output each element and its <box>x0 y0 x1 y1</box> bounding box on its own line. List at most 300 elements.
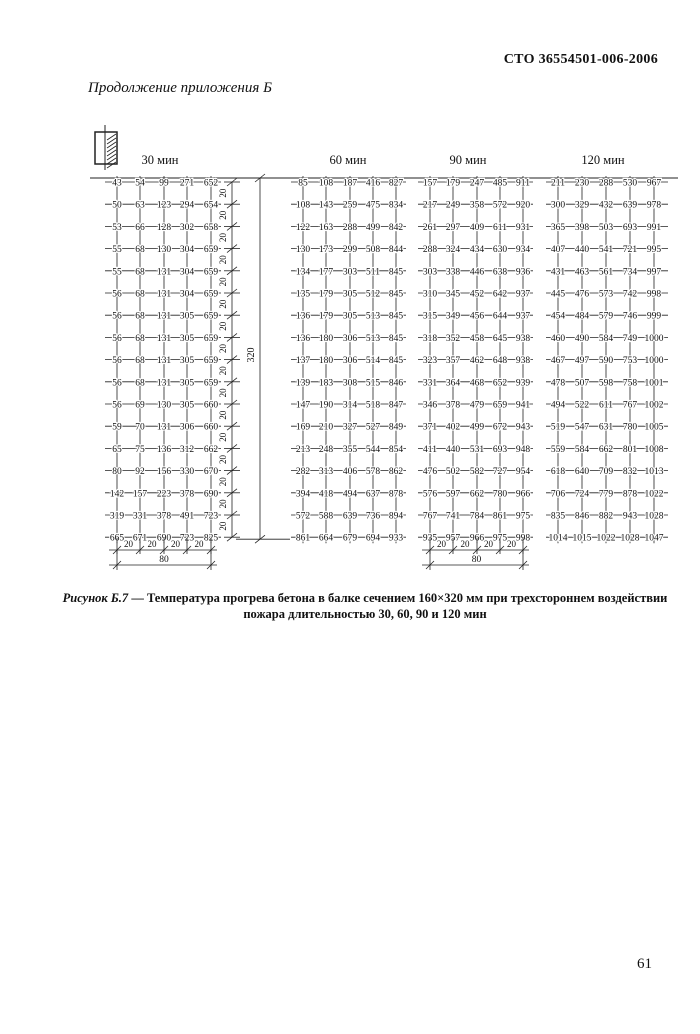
temperature-value: 137 <box>295 356 311 367</box>
row-spacing-label: 20 <box>218 255 228 265</box>
temperature-value: 894 <box>388 511 404 522</box>
temperature-value: 305 <box>179 333 195 344</box>
temperature-value: 163 <box>318 222 334 233</box>
temperature-value: 478 <box>550 378 566 389</box>
temperature-value: 662 <box>598 444 614 455</box>
temperature-value: 767 <box>622 400 638 411</box>
temperature-value: 584 <box>598 333 614 344</box>
temperature-value: 999 <box>646 311 662 322</box>
temperature-value: 530 <box>622 178 638 189</box>
temperature-value: 834 <box>388 200 404 211</box>
temperature-value: 499 <box>469 422 485 433</box>
temperature-value: 662 <box>469 489 485 500</box>
temperature-value: 579 <box>598 311 614 322</box>
temperature-value: 56 <box>112 356 122 367</box>
temperature-value: 734 <box>622 267 638 278</box>
temperature-value: 576 <box>422 489 438 500</box>
temperature-value: 56 <box>112 289 122 300</box>
temperature-value: 56 <box>112 311 122 322</box>
temperature-value: 572 <box>295 511 311 522</box>
temperature-value: 746 <box>622 311 638 322</box>
temperature-value: 648 <box>492 356 508 367</box>
temperature-value: 136 <box>295 311 311 322</box>
temperature-value: 324 <box>445 245 461 256</box>
temperature-value: 259 <box>342 200 358 211</box>
temperature-value: 659 <box>203 267 219 278</box>
temperature-value: 131 <box>156 333 172 344</box>
temperature-value: 327 <box>342 422 358 433</box>
temperature-value: 975 <box>492 533 508 544</box>
temperature-value: 306 <box>179 422 195 433</box>
temperature-value: 997 <box>646 267 662 278</box>
temperature-value: 693 <box>492 444 508 455</box>
temperature-value: 456 <box>469 311 485 322</box>
column-spacing-label: 20 <box>171 539 180 549</box>
temperature-value: 338 <box>445 267 461 278</box>
temperature-value: 217 <box>422 200 438 211</box>
temperature-value: 597 <box>445 489 461 500</box>
temperature-value: 128 <box>156 222 172 233</box>
figure-caption <box>60 590 670 622</box>
temperature-value: 660 <box>203 422 219 433</box>
temperature-value: 767 <box>422 511 438 522</box>
temperature-value: 169 <box>295 422 311 433</box>
temperature-value: 305 <box>179 400 195 411</box>
temperature-value: 844 <box>388 245 404 256</box>
temperature-value: 644 <box>492 311 508 322</box>
temperature-value: 306 <box>342 356 358 367</box>
temperature-value: 180 <box>318 333 334 344</box>
temperature-value: 1028 <box>620 533 640 544</box>
column-spacing-label: 20 <box>484 539 493 549</box>
temperature-value: 460 <box>550 333 566 344</box>
temperature-value: 463 <box>574 267 590 278</box>
temperature-value: 484 <box>574 311 590 322</box>
temperature-value: 147 <box>295 400 311 411</box>
temperature-value: 314 <box>342 400 358 411</box>
temperature-value: 297 <box>445 222 461 233</box>
temperature-value: 652 <box>492 378 508 389</box>
temperature-value: 282 <box>295 467 311 478</box>
temperature-value: 68 <box>135 333 145 344</box>
temperature-value: 305 <box>179 311 195 322</box>
temperature-value: 645 <box>492 333 508 344</box>
temperature-value: 315 <box>422 311 438 322</box>
temperature-value: 937 <box>515 289 531 300</box>
temperature-value: 475 <box>365 200 381 211</box>
temperature-value: 882 <box>598 511 614 522</box>
temperature-value: 664 <box>318 533 334 544</box>
temperature-value: 134 <box>295 267 311 278</box>
temperature-value: 294 <box>179 200 195 211</box>
temperature-value: 80 <box>112 467 122 478</box>
temperature-value: 355 <box>342 444 358 455</box>
temperature-value: 847 <box>388 400 404 411</box>
temperature-value: 65 <box>112 444 122 455</box>
temperature-value: 499 <box>365 222 381 233</box>
temperature-value: 68 <box>135 245 145 256</box>
temperature-value: 706 <box>550 489 566 500</box>
temperature-value: 304 <box>179 267 195 278</box>
temperature-value: 561 <box>598 267 614 278</box>
row-spacing-label: 20 <box>218 188 228 198</box>
temperature-value: 975 <box>515 511 531 522</box>
temperature-value: 305 <box>179 356 195 367</box>
temperature-value: 780 <box>622 422 638 433</box>
temperature-value: 300 <box>550 200 566 211</box>
temperature-value: 584 <box>574 444 590 455</box>
column-spacing-label: 20 <box>194 539 204 549</box>
temperature-value: 637 <box>365 489 381 500</box>
temperature-value: 223 <box>156 489 172 500</box>
temperature-value: 398 <box>574 222 590 233</box>
temperature-value: 582 <box>469 467 485 478</box>
temperature-value: 331 <box>422 378 438 389</box>
temperature-value: 157 <box>422 178 438 189</box>
temperature-value: 652 <box>203 178 219 189</box>
temperature-value: 497 <box>574 356 590 367</box>
row-spacing-label: 20 <box>218 477 228 487</box>
duration-label-1: 60 мин <box>329 153 367 167</box>
temperature-value: 658 <box>203 222 219 233</box>
temperature-value: 68 <box>135 378 145 389</box>
temperature-value: 249 <box>445 200 461 211</box>
temperature-value: 966 <box>469 533 485 544</box>
column-spacing-label: 20 <box>147 539 157 549</box>
temperature-value: 933 <box>388 533 404 544</box>
temperature-value: 432 <box>598 200 614 211</box>
temperature-value: 173 <box>318 245 334 256</box>
temperature-value: 654 <box>203 200 219 211</box>
temperature-value: 305 <box>342 289 358 300</box>
temperature-value: 411 <box>423 444 437 455</box>
temperature-value: 179 <box>318 289 334 300</box>
temperature-value: 846 <box>388 378 404 389</box>
temperature-value: 323 <box>422 356 438 367</box>
temperature-value: 490 <box>574 333 590 344</box>
temperature-value: 511 <box>366 267 380 278</box>
temperature-value: 70 <box>135 422 145 433</box>
temperature-value: 531 <box>469 444 485 455</box>
temperature-value: 721 <box>622 245 638 256</box>
temperature-value: 330 <box>179 467 195 478</box>
temperature-value: 371 <box>422 422 438 433</box>
temperature-value: 187 <box>342 178 358 189</box>
temperature-value: 302 <box>179 222 195 233</box>
temperature-value: 345 <box>445 289 461 300</box>
temperature-value: 741 <box>445 511 461 522</box>
temperature-value: 631 <box>598 422 614 433</box>
temperature-value: 742 <box>622 289 638 300</box>
temperature-value: 479 <box>469 400 485 411</box>
temperature-value: 998 <box>515 533 531 544</box>
temperature-value: 642 <box>492 289 508 300</box>
row-spacing-label: 20 <box>218 366 228 376</box>
temperature-value: 43 <box>112 178 122 189</box>
temperature-value: 513 <box>365 311 381 322</box>
temperature-value: 527 <box>365 422 381 433</box>
temperature-value: 513 <box>365 333 381 344</box>
temperature-value: 462 <box>469 356 485 367</box>
temperature-value: 671 <box>132 533 148 544</box>
temperature-value: 66 <box>135 222 145 233</box>
temperature-value: 418 <box>318 489 334 500</box>
temperature-value: 331 <box>132 511 148 522</box>
temperature-value: 56 <box>112 400 122 411</box>
temperature-value: 468 <box>469 378 485 389</box>
temperature-value: 271 <box>179 178 195 189</box>
temperature-value: 659 <box>203 378 219 389</box>
temperature-value: 995 <box>646 245 662 256</box>
temperature-value: 845 <box>388 267 404 278</box>
row-spacing-label: 20 <box>218 321 228 331</box>
temperature-value: 749 <box>622 333 638 344</box>
temperature-value: 364 <box>445 378 461 389</box>
row-spacing-label: 20 <box>218 410 228 420</box>
temperature-value: 446 <box>469 267 485 278</box>
temperature-value: 308 <box>342 378 358 389</box>
temperature-value: 346 <box>422 400 438 411</box>
row-spacing-label: 20 <box>218 432 228 442</box>
temperature-value: 143 <box>318 200 334 211</box>
temperature-value: 68 <box>135 356 145 367</box>
temperature-value: 303 <box>342 267 358 278</box>
column-spacing-label: 20 <box>460 539 470 549</box>
temperature-value: 136 <box>295 333 311 344</box>
temperature-value: 515 <box>365 378 381 389</box>
temperature-value: 288 <box>342 222 358 233</box>
temperature-value: 69 <box>135 400 145 411</box>
temperature-value: 213 <box>295 444 311 455</box>
temperature-value: 494 <box>342 489 358 500</box>
duration-label-2: 90 мин <box>449 153 487 167</box>
row-spacing-label: 20 <box>218 299 228 309</box>
temperature-value: 139 <box>295 378 311 389</box>
temperature-value: 68 <box>135 289 145 300</box>
temperature-value: 329 <box>574 200 590 211</box>
temperature-value: 541 <box>598 245 614 256</box>
temperature-value: 1022 <box>644 489 664 500</box>
temperature-value: 845 <box>388 333 404 344</box>
temperature-value: 522 <box>574 400 590 411</box>
temperature-value: 476 <box>422 467 438 478</box>
temperature-value: 306 <box>342 333 358 344</box>
temperature-value: 779 <box>598 489 614 500</box>
temperature-value: 1013 <box>644 467 664 478</box>
temperature-value: 440 <box>574 245 590 256</box>
temperature-value: 416 <box>365 178 381 189</box>
temperature-value: 578 <box>365 467 381 478</box>
temperature-value: 312 <box>179 444 195 455</box>
temperature-value: 68 <box>135 311 145 322</box>
temperature-value: 352 <box>445 333 461 344</box>
temperature-value: 862 <box>388 467 404 478</box>
row-spacing-label: 20 <box>218 499 228 509</box>
temperature-value: 854 <box>388 444 404 455</box>
temperature-value: 1002 <box>644 400 664 411</box>
temperature-value: 572 <box>492 200 508 211</box>
temperature-value: 157 <box>132 489 148 500</box>
temperature-value: 349 <box>445 311 461 322</box>
temperature-value: 248 <box>318 444 334 455</box>
temperature-value: 512 <box>365 289 381 300</box>
temperature-value: 1000 <box>644 356 664 367</box>
temperature-value: 780 <box>492 489 508 500</box>
temperature-value: 842 <box>388 222 404 233</box>
temperature-value: 611 <box>493 222 507 233</box>
temperature-value: 638 <box>492 267 508 278</box>
temperature-value: 54 <box>135 178 145 189</box>
temperature-value: 210 <box>318 422 334 433</box>
temperature-value: 310 <box>422 289 438 300</box>
temperature-value: 85 <box>298 178 308 189</box>
temperature-value: 1047 <box>644 533 664 544</box>
column-spacing-label: 20 <box>437 539 446 549</box>
temperature-value: 508 <box>365 245 381 256</box>
temperature-value: 966 <box>515 489 531 500</box>
temperature-value: 967 <box>646 178 662 189</box>
temperature-value: 156 <box>156 467 172 478</box>
row-spacing-label: 20 <box>218 388 228 398</box>
row-spacing-label: 20 <box>218 277 228 287</box>
temperature-value: 690 <box>203 489 219 500</box>
temperature-value: 318 <box>422 333 438 344</box>
column-spacing-label: 20 <box>124 539 133 549</box>
temperature-value: 503 <box>598 222 614 233</box>
temperature-value: 943 <box>515 422 531 433</box>
temperature-value: 59 <box>112 422 122 433</box>
temperature-value: 835 <box>550 511 566 522</box>
temperature-value: 319 <box>109 511 125 522</box>
temperature-value: 378 <box>179 489 195 500</box>
temperature-value: 1028 <box>644 511 664 522</box>
temperature-value: 640 <box>574 467 590 478</box>
temperature-value: 303 <box>422 267 438 278</box>
temperature-value: 1001 <box>644 378 664 389</box>
temperature-value: 861 <box>295 533 311 544</box>
row-spacing-label: 20 <box>218 233 228 242</box>
temperature-value: 938 <box>515 356 531 367</box>
temperature-value: 75 <box>135 444 145 455</box>
temperature-value: 357 <box>445 356 461 367</box>
temperature-value: 53 <box>112 222 122 233</box>
temperature-value: 190 <box>318 400 334 411</box>
temperature-value: 494 <box>550 400 566 411</box>
temperature-value: 142 <box>109 489 125 500</box>
temperature-value: 937 <box>515 311 531 322</box>
temperature-value: 122 <box>295 222 311 233</box>
temperature-value: 288 <box>598 178 614 189</box>
temperature-value: 845 <box>388 289 404 300</box>
temperature-value: 135 <box>295 289 311 300</box>
temperature-value: 911 <box>516 178 530 189</box>
temperature-value: 519 <box>550 422 566 433</box>
caption-text: — Температура прогрева бетона в балке сечением 160×320 мм при трехстороннем воздействии пожара длительностью 30, 60, 90 и 120 мин <box>128 591 668 621</box>
temperature-value: 131 <box>156 422 172 433</box>
temperature-value: 991 <box>646 222 662 233</box>
temperature-value: 485 <box>492 178 508 189</box>
temperature-value: 598 <box>598 378 614 389</box>
temperature-value: 434 <box>469 245 485 256</box>
duration-label-3: 120 мин <box>581 153 625 167</box>
temperature-value: 693 <box>622 222 638 233</box>
temperature-value: 931 <box>515 222 531 233</box>
temperature-value: 518 <box>365 400 381 411</box>
temperature-value: 724 <box>574 489 590 500</box>
temperature-value: 230 <box>574 178 590 189</box>
temperature-value: 211 <box>551 178 565 189</box>
temperature-value: 723 <box>179 533 195 544</box>
temperature-value: 723 <box>203 511 219 522</box>
temperature-value: 736 <box>365 511 381 522</box>
temperature-value: 618 <box>550 467 566 478</box>
document-code: СТО 36554501-006-2006 <box>503 52 658 67</box>
temperature-value: 659 <box>203 333 219 344</box>
temperature-value: 305 <box>179 378 195 389</box>
temperature-value: 849 <box>388 422 404 433</box>
temperature-value: 832 <box>622 467 638 478</box>
temperature-value: 659 <box>203 289 219 300</box>
temperature-value: 679 <box>342 533 358 544</box>
temperature-value: 941 <box>515 400 531 411</box>
temperature-value: 131 <box>156 289 172 300</box>
temperature-value: 1008 <box>644 444 664 455</box>
temperature-value: 784 <box>469 511 485 522</box>
temperature-value: 247 <box>469 178 485 189</box>
temperature-value: 409 <box>469 222 485 233</box>
temperature-value: 825 <box>203 533 219 544</box>
width-label: 80 <box>471 555 482 565</box>
temperature-value: 753 <box>622 356 638 367</box>
temperature-value: 179 <box>445 178 461 189</box>
temperature-value: 445 <box>550 289 566 300</box>
temperature-value: 938 <box>515 333 531 344</box>
temperature-value: 179 <box>318 311 334 322</box>
temperature-value: 394 <box>295 489 311 500</box>
temperature-value: 514 <box>365 356 381 367</box>
temperature-value: 861 <box>492 511 508 522</box>
temperature-value: 998 <box>646 289 662 300</box>
temperature-value: 507 <box>574 378 590 389</box>
temperature-value: 299 <box>342 245 358 256</box>
temperature-value: 827 <box>388 178 404 189</box>
temperature-value: 690 <box>156 533 172 544</box>
temperature-value: 845 <box>388 311 404 322</box>
temperature-value: 56 <box>112 333 122 344</box>
temperature-value: 313 <box>318 467 334 478</box>
temperature-value: 588 <box>318 511 334 522</box>
temperature-value: 662 <box>203 444 219 455</box>
temperature-value: 402 <box>445 422 461 433</box>
temperature-value: 440 <box>445 444 461 455</box>
temperature-value: 978 <box>646 200 662 211</box>
temperature-value: 407 <box>550 245 566 256</box>
temperature-value: 50 <box>112 200 122 211</box>
temperature-value: 559 <box>550 444 566 455</box>
temperature-value: 672 <box>492 422 508 433</box>
temperature-value: 544 <box>365 444 381 455</box>
temperature-value: 131 <box>156 311 172 322</box>
temperature-value: 630 <box>492 245 508 256</box>
temperature-value: 727 <box>492 467 508 478</box>
temperature-value: 108 <box>295 200 311 211</box>
temperature-value: 660 <box>203 400 219 411</box>
temperature-value: 55 <box>112 245 122 256</box>
caption-label: Рисунок Б.7 <box>62 591 129 605</box>
temperature-value: 130 <box>156 400 172 411</box>
temperature-value: 378 <box>156 511 172 522</box>
temperature-value: 665 <box>109 533 125 544</box>
